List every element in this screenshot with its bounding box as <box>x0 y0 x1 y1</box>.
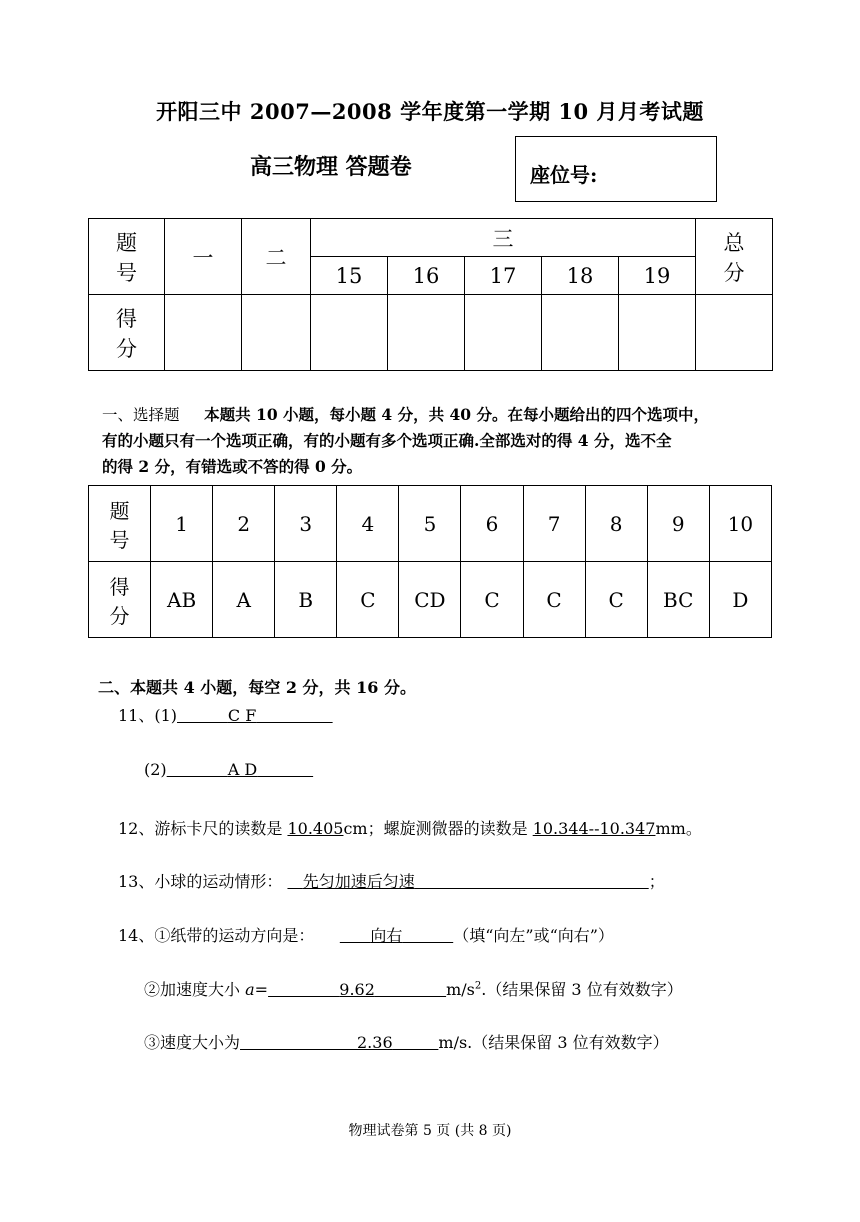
score-table <box>88 218 773 371</box>
section1-instructions: 一、选择题 本题共 10 小题，每小题 4 分，共 40 分。在每小题给出的四个选项中， 有的小题只有一个选项正确，有的小题有多个选项正确.全部选对的得 4 分，选不全 的得 2 分，有错选或不答的得 0 分。 <box>102 405 709 476</box>
seat-number-box <box>515 136 717 202</box>
sub-question-15: 15 <box>311 257 388 295</box>
answer-sheet-subtitle: 高三物理 答题卷 <box>250 154 412 180</box>
section-one-header: 一 <box>165 219 242 295</box>
section2-heading: 二、本题共 4 小题，每空 2 分，共 16 分。 <box>98 678 416 697</box>
q14-acceleration-answer: 9.62 <box>339 980 375 999</box>
answer-cell: AB <box>151 562 213 638</box>
answer-cell: CD <box>399 562 461 638</box>
answer-table <box>88 485 772 638</box>
q12-micrometer-answer: 10.344--10.347 <box>532 819 656 838</box>
seat-number-label: 座位号: <box>530 163 598 187</box>
total-header: 总 分 <box>696 219 773 295</box>
question-number: 2 <box>213 486 275 562</box>
score-cell <box>165 295 242 371</box>
page-footer: 物理试卷第 5 页 (共 8 页) <box>348 1123 512 1139</box>
q12-vernier-answer: 10.405 <box>287 819 344 838</box>
answer-cell: B <box>275 562 337 638</box>
q13-answer: 先匀加速后匀速 <box>302 872 415 891</box>
answer-cell: A <box>213 562 275 638</box>
sub-question-17: 17 <box>465 257 542 295</box>
q11-part2: (2) A D <box>144 760 313 779</box>
question-number: 4 <box>337 486 399 562</box>
score-row-label: 得 分 <box>89 295 165 371</box>
question-number: 10 <box>709 486 771 562</box>
q14-direction-answer: 向右 <box>370 926 403 945</box>
question-number: 9 <box>647 486 709 562</box>
section-three-header: 三 <box>311 219 696 257</box>
score-row-label: 得 分 <box>89 562 151 638</box>
sub-question-19: 19 <box>619 257 696 295</box>
score-cell <box>696 295 773 371</box>
section1-heading: 一、选择题 <box>102 406 180 424</box>
score-cell <box>465 295 542 371</box>
question-number: 6 <box>461 486 523 562</box>
answer-cell: D <box>709 562 771 638</box>
q13-line: 13、小球的运动情形： 先匀加速后匀速 ； <box>118 872 665 891</box>
score-cell <box>542 295 619 371</box>
question-number: 8 <box>585 486 647 562</box>
answer-cell: BC <box>647 562 709 638</box>
score-cell <box>242 295 311 371</box>
sub-question-16: 16 <box>388 257 465 295</box>
exam-title: 开阳三中 2007—2008 学年度第一学期 10 月月考试题 <box>156 99 704 124</box>
section-two-header: 二 <box>242 219 311 295</box>
q11-part1-answer: C F <box>227 706 257 725</box>
q11-part1: 11、(1) C F <box>118 703 333 726</box>
score-cell <box>388 295 465 371</box>
score-cell <box>619 295 696 371</box>
answer-cell: C <box>523 562 585 638</box>
q14-part3: ③速度大小为 2.36 m/s.（结果保留 3 位有效数字） <box>144 1033 669 1052</box>
q14-velocity-answer: 2.36 <box>357 1033 393 1052</box>
answer-cell: C <box>585 562 647 638</box>
q12-line: 12、游标卡尺的读数是 10.405cm；螺旋测微器的读数是 10.344--10.347mm。 <box>118 819 702 838</box>
question-number: 1 <box>151 486 213 562</box>
question-number-header: 题 号 <box>89 486 151 562</box>
question-number: 7 <box>523 486 585 562</box>
question-number: 3 <box>275 486 337 562</box>
q11-part2-answer: A D <box>227 760 258 779</box>
answer-cell: C <box>461 562 523 638</box>
score-cell <box>311 295 388 371</box>
q14-part1: 14、①纸带的运动方向是： 向右 （填“向左”或“向右”） <box>118 926 614 945</box>
question-number: 5 <box>399 486 461 562</box>
sub-question-18: 18 <box>542 257 619 295</box>
question-number-header: 题 号 <box>89 219 165 295</box>
q14-part2: ②加速度大小 a= 9.62 $m/s^2$.（结果保留 3 位有效数字） <box>144 980 683 999</box>
answer-cell: C <box>337 562 399 638</box>
